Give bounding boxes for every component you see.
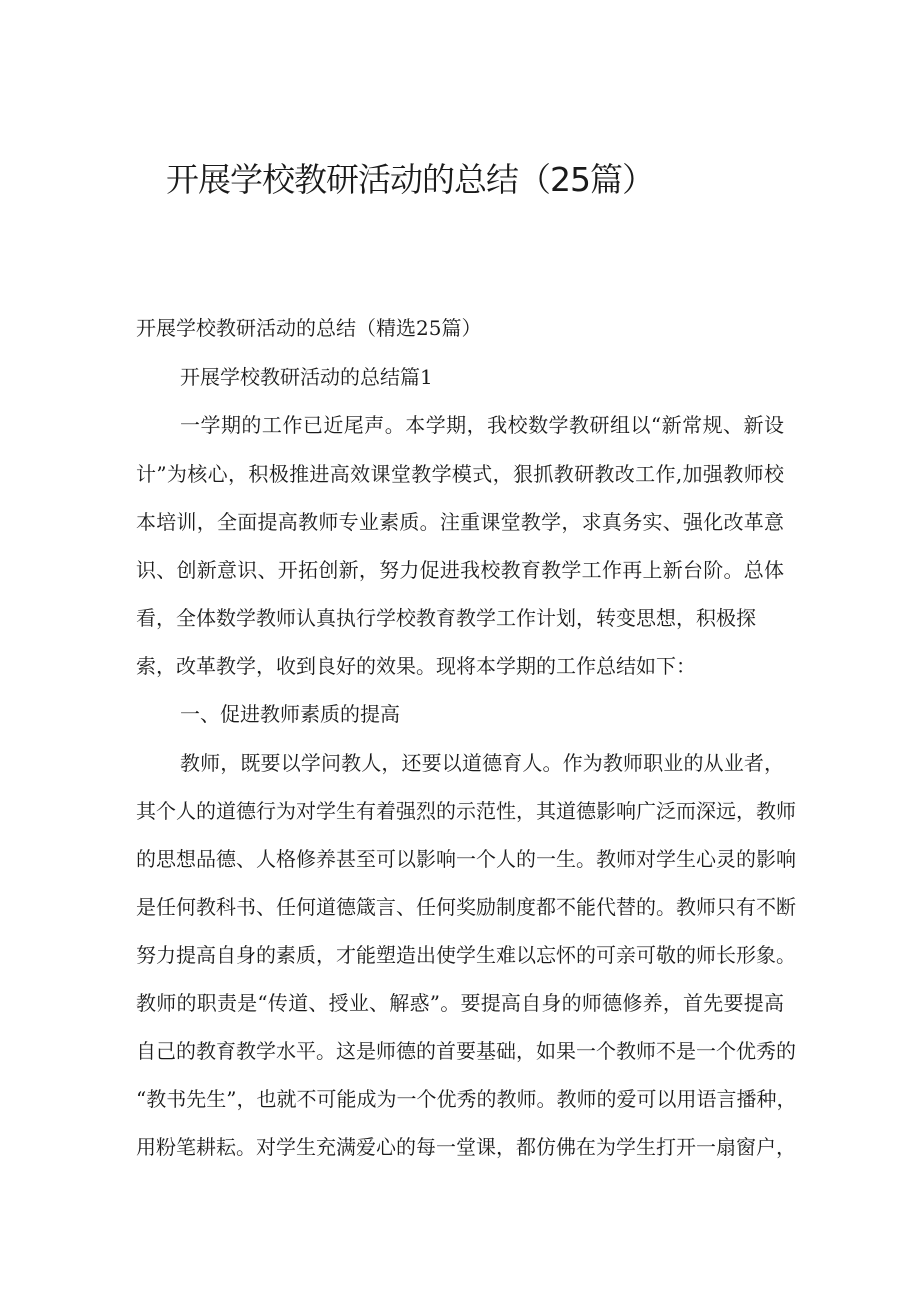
paragraph-line: “教书先生”，也就不可能成为一个优秀的教师。教师的爱可以用语言播种， <box>136 1087 797 1111</box>
document-subtitle: 开展学校教研活动的总结（精选25篇） <box>136 316 482 340</box>
paragraph-line: 索，改革教学，收到良好的效果。现将本学期的工作总结如下： <box>136 654 696 678</box>
paragraph-line: 计”为核心，积极推进高效课堂教学模式，狠抓教研教改工作,加强教师校 <box>136 462 784 486</box>
paragraph-line: 努力提高自身的素质，才能塑造出使学生难以忘怀的可亲可敬的师长形象。 <box>136 943 796 967</box>
paragraph-line: 自己的教育教学水平。这是师德的首要基础，如果一个教师不是一个优秀的 <box>136 1039 796 1063</box>
paragraph-line: 是任何教科书、任何道德箴言、任何奖励制度都不能代替的。教师只有不断 <box>136 895 796 919</box>
paragraph-line: 其个人的道德行为对学生有着强烈的示范性，其道德影响广泛而深远，教师 <box>136 799 796 823</box>
paragraph-line: 教师，既要以学问教人，还要以道德育人。作为教师职业的从业者， <box>180 751 784 775</box>
paragraph-line: 一学期的工作已近尾声。本学期，我校数学教研组以“新常规、新设 <box>180 413 784 437</box>
paragraph-line: 的思想品德、人格修养甚至可以影响一个人的一生。教师对学生心灵的影响 <box>136 847 796 871</box>
paragraph-line: 本培训，全面提高教师专业素质。注重课堂教学，求真务实、强化改革意 <box>136 510 784 534</box>
subheading: 一、促进教师素质的提高 <box>180 702 400 726</box>
section-heading: 开展学校教研活动的总结篇1 <box>180 365 433 389</box>
paragraph-line: 教师的职责是“传道、授业、解惑”。要提高自身的师德修养，首先要提高 <box>136 991 784 1015</box>
document-title: 开展学校教研活动的总结（25篇） <box>166 160 654 199</box>
paragraph-line: 用粉笔耕耘。对学生充满爱心的每一堂课，都仿佛在为学生打开一扇窗户， <box>136 1135 796 1159</box>
paragraph-line: 识、创新意识、开拓创新，努力促进我校教育教学工作再上新台阶。总体 <box>136 558 784 582</box>
paragraph-line: 看，全体数学教师认真执行学校教育教学工作计划，转变思想，积极探 <box>136 606 756 630</box>
